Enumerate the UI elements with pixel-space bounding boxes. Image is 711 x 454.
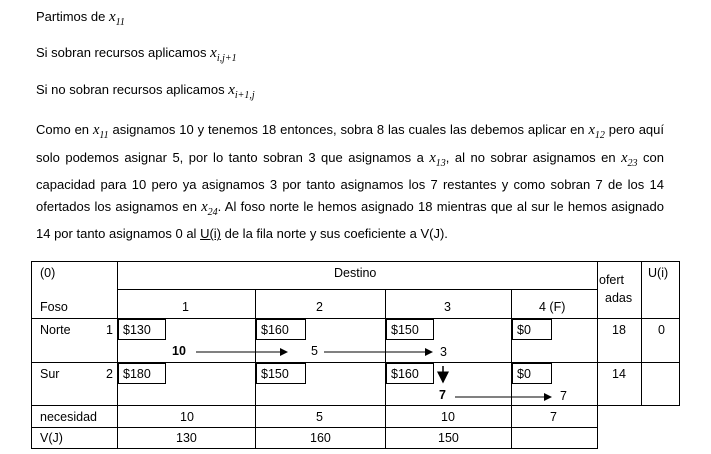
- intro-line-2: Si sobran recursos aplicamos $x_{i,j+1}$: [36, 45, 237, 64]
- cost-cell: $150: [256, 363, 306, 384]
- row-norte-index: 1: [106, 323, 113, 337]
- cost-cell: $160: [386, 363, 434, 384]
- vj-3: 150: [438, 431, 459, 445]
- allocation-x13: 3: [440, 345, 447, 359]
- row-norte-label: Norte: [40, 323, 71, 337]
- ui-norte: 0: [658, 323, 665, 337]
- vj-2: 160: [310, 431, 331, 445]
- row-sur-index: 2: [106, 367, 113, 381]
- cost-cell: $130: [118, 319, 166, 340]
- necesidad-4: 7: [550, 410, 557, 424]
- destino-header: Destino: [334, 266, 377, 280]
- vj-1: 130: [176, 431, 197, 445]
- ofertadas-header-1: ofert: [599, 273, 625, 287]
- foso-header: Foso: [40, 300, 68, 314]
- column-header-1: 1: [182, 300, 189, 314]
- necesidad-3: 10: [441, 410, 455, 424]
- necesidad-label: necesidad: [40, 410, 97, 424]
- corner-label: (0): [40, 266, 56, 280]
- row-sur-label: Sur: [40, 367, 60, 381]
- cost-cell: $160: [256, 319, 306, 340]
- ui-header: U(i): [648, 266, 669, 280]
- necesidad-1: 10: [180, 410, 194, 424]
- cost-cell: $150: [386, 319, 434, 340]
- intro-line-3: Si no sobran recursos aplicamos $x_{i+1,j}$: [36, 82, 255, 101]
- cost-cell: $0: [512, 319, 552, 340]
- intro-line-1: Partimos de $x_{11}$: [36, 9, 125, 28]
- oferta-sur: 14: [612, 367, 626, 381]
- column-header-4: 4 (F): [539, 300, 566, 314]
- cost-cell: $0: [512, 363, 552, 384]
- column-header-3: 3: [444, 300, 451, 314]
- allocation-x12: 5: [311, 344, 318, 358]
- column-header-2: 2: [316, 300, 323, 314]
- cost-cell: $180: [118, 363, 166, 384]
- allocation-x23: 7: [439, 388, 446, 402]
- ofertadas-header-2: adas: [605, 291, 633, 305]
- allocation-x11: 10: [172, 344, 186, 358]
- oferta-norte: 18: [612, 323, 626, 337]
- explanation-paragraph: Como en $x_{11}$ asignamos 10 y tenemos 18 entonces, sobra 8 las cuales las debemos aplicar en $x_{12}$ pero aquí solo podemos asignar 5, por lo tanto sobran 3 que asignamos a $x_{13}$, al no sobrar asignamos en $x_{23}$ con capacidad para 10 pero ya asignamos 3 por tanto asignamos los 7 restantes y como sobran 7 de los 14 ofertados los asignamos en $x_{24}$. Al foso norte le hemos asignado 18 mientras que al sur le hemos asignado 14 por tanto asignamos 0 al U(i) de la fila norte y sus coeficiente a V(J).: [36, 122, 664, 242]
- vj-label: V(J): [40, 431, 63, 445]
- allocation-x24: 7: [560, 389, 567, 403]
- necesidad-2: 5: [316, 410, 323, 424]
